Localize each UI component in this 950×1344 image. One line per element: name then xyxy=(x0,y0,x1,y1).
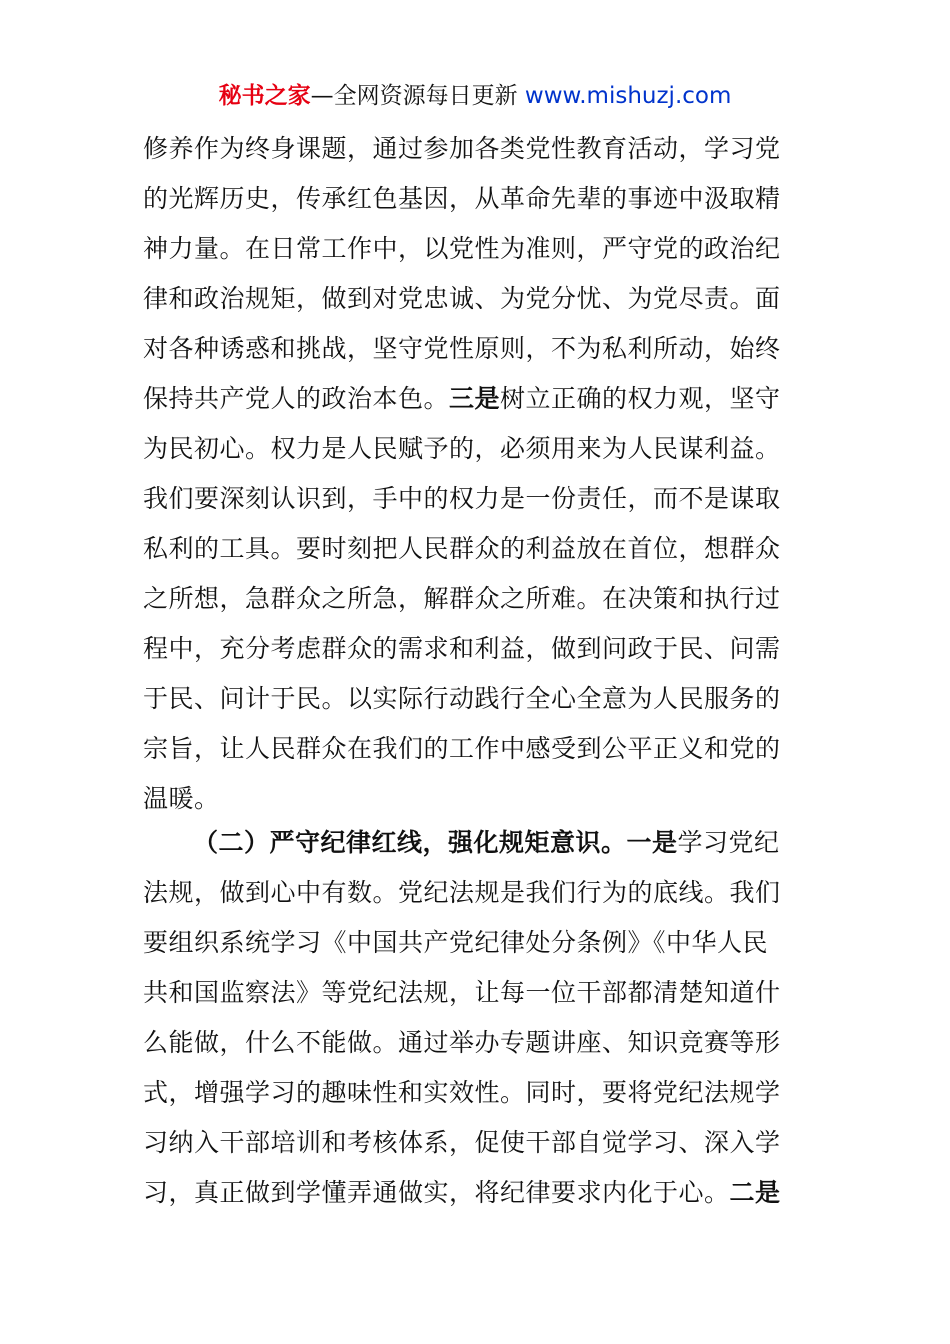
emphasis-yi-shi: 一是 xyxy=(626,828,678,857)
site-url-link[interactable]: www.mishuzj.com xyxy=(524,83,732,109)
site-brand: 秘书之家 xyxy=(218,83,311,109)
emphasis-er-shi: 二是 xyxy=(729,1178,781,1207)
text-line: 神力量。在日常工作中，以党性为准则，严守党的政治纪 xyxy=(143,234,781,263)
text-run: 树立正确的权力观，坚守 xyxy=(500,384,781,413)
section-heading-line xyxy=(193,818,780,868)
text-line: 于民、问计于民。以实际行动践行全心全意为人民服务的 xyxy=(143,684,781,713)
text-line: 为民初心。权力是人民赋予的，必须用来为人民谋利益。 xyxy=(143,434,781,463)
text-line: 共和国监察法》等党纪法规，让每一位干部都清楚知道什 xyxy=(143,978,781,1007)
text-line xyxy=(143,374,781,424)
text-run: 学习党纪 xyxy=(677,828,780,857)
site-tagline: —全网资源每日更新 xyxy=(310,83,525,109)
text-line: 律和政治规矩，做到对党忠诚、为党分忧、为党尽责。面 xyxy=(143,284,781,313)
text-line: 么能做，什么不能做。通过举办专题讲座、知识竞赛等形 xyxy=(143,1028,781,1057)
page-header xyxy=(0,80,950,112)
text-line: 私利的工具。要时刻把人民群众的利益放在首位，想群众 xyxy=(143,534,781,563)
text-line: 式，增强学习的趣味性和实效性。同时，要将党纪法规学 xyxy=(143,1078,781,1107)
text-line: 要组织系统学习《中国共产党纪律处分条例》《中华人民 xyxy=(143,928,769,957)
text-line: 程中，充分考虑群众的需求和利益，做到问政于民、问需 xyxy=(143,634,781,663)
text-line: 对各种诱惑和挑战，坚守党性原则，不为私利所动，始终 xyxy=(143,334,781,363)
text-line: 的光辉历史，传承红色基因，从革命先辈的事迹中汲取精 xyxy=(143,184,781,213)
text-run: 习，真正做到学懂弄通做实，将纪律要求内化于心。 xyxy=(143,1178,730,1207)
section-heading: （二）严守纪律红线，强化规矩意识。 xyxy=(193,828,627,857)
text-line: 习纳入干部培训和考核体系，促使干部自觉学习、深入学 xyxy=(143,1128,781,1157)
emphasis-san-shi: 三是 xyxy=(449,384,501,413)
text-line: 温暖。 xyxy=(143,784,220,813)
text-line: 我们要深刻认识到，手中的权力是一份责任，而不是谋取 xyxy=(143,484,781,513)
text-line: 宗旨，让人民群众在我们的工作中感受到公平正义和党的 xyxy=(143,734,781,763)
text-run: 保持共产党人的政治本色。 xyxy=(143,384,450,413)
text-line: 之所想，急群众之所急，解群众之所难。在决策和执行过 xyxy=(143,584,781,613)
text-line: 修养作为终身课题，通过参加各类党性教育活动，学习党 xyxy=(143,134,781,163)
text-line xyxy=(143,1168,781,1218)
text-line: 法规，做到心中有数。党纪法规是我们行为的底线。我们 xyxy=(143,878,781,907)
